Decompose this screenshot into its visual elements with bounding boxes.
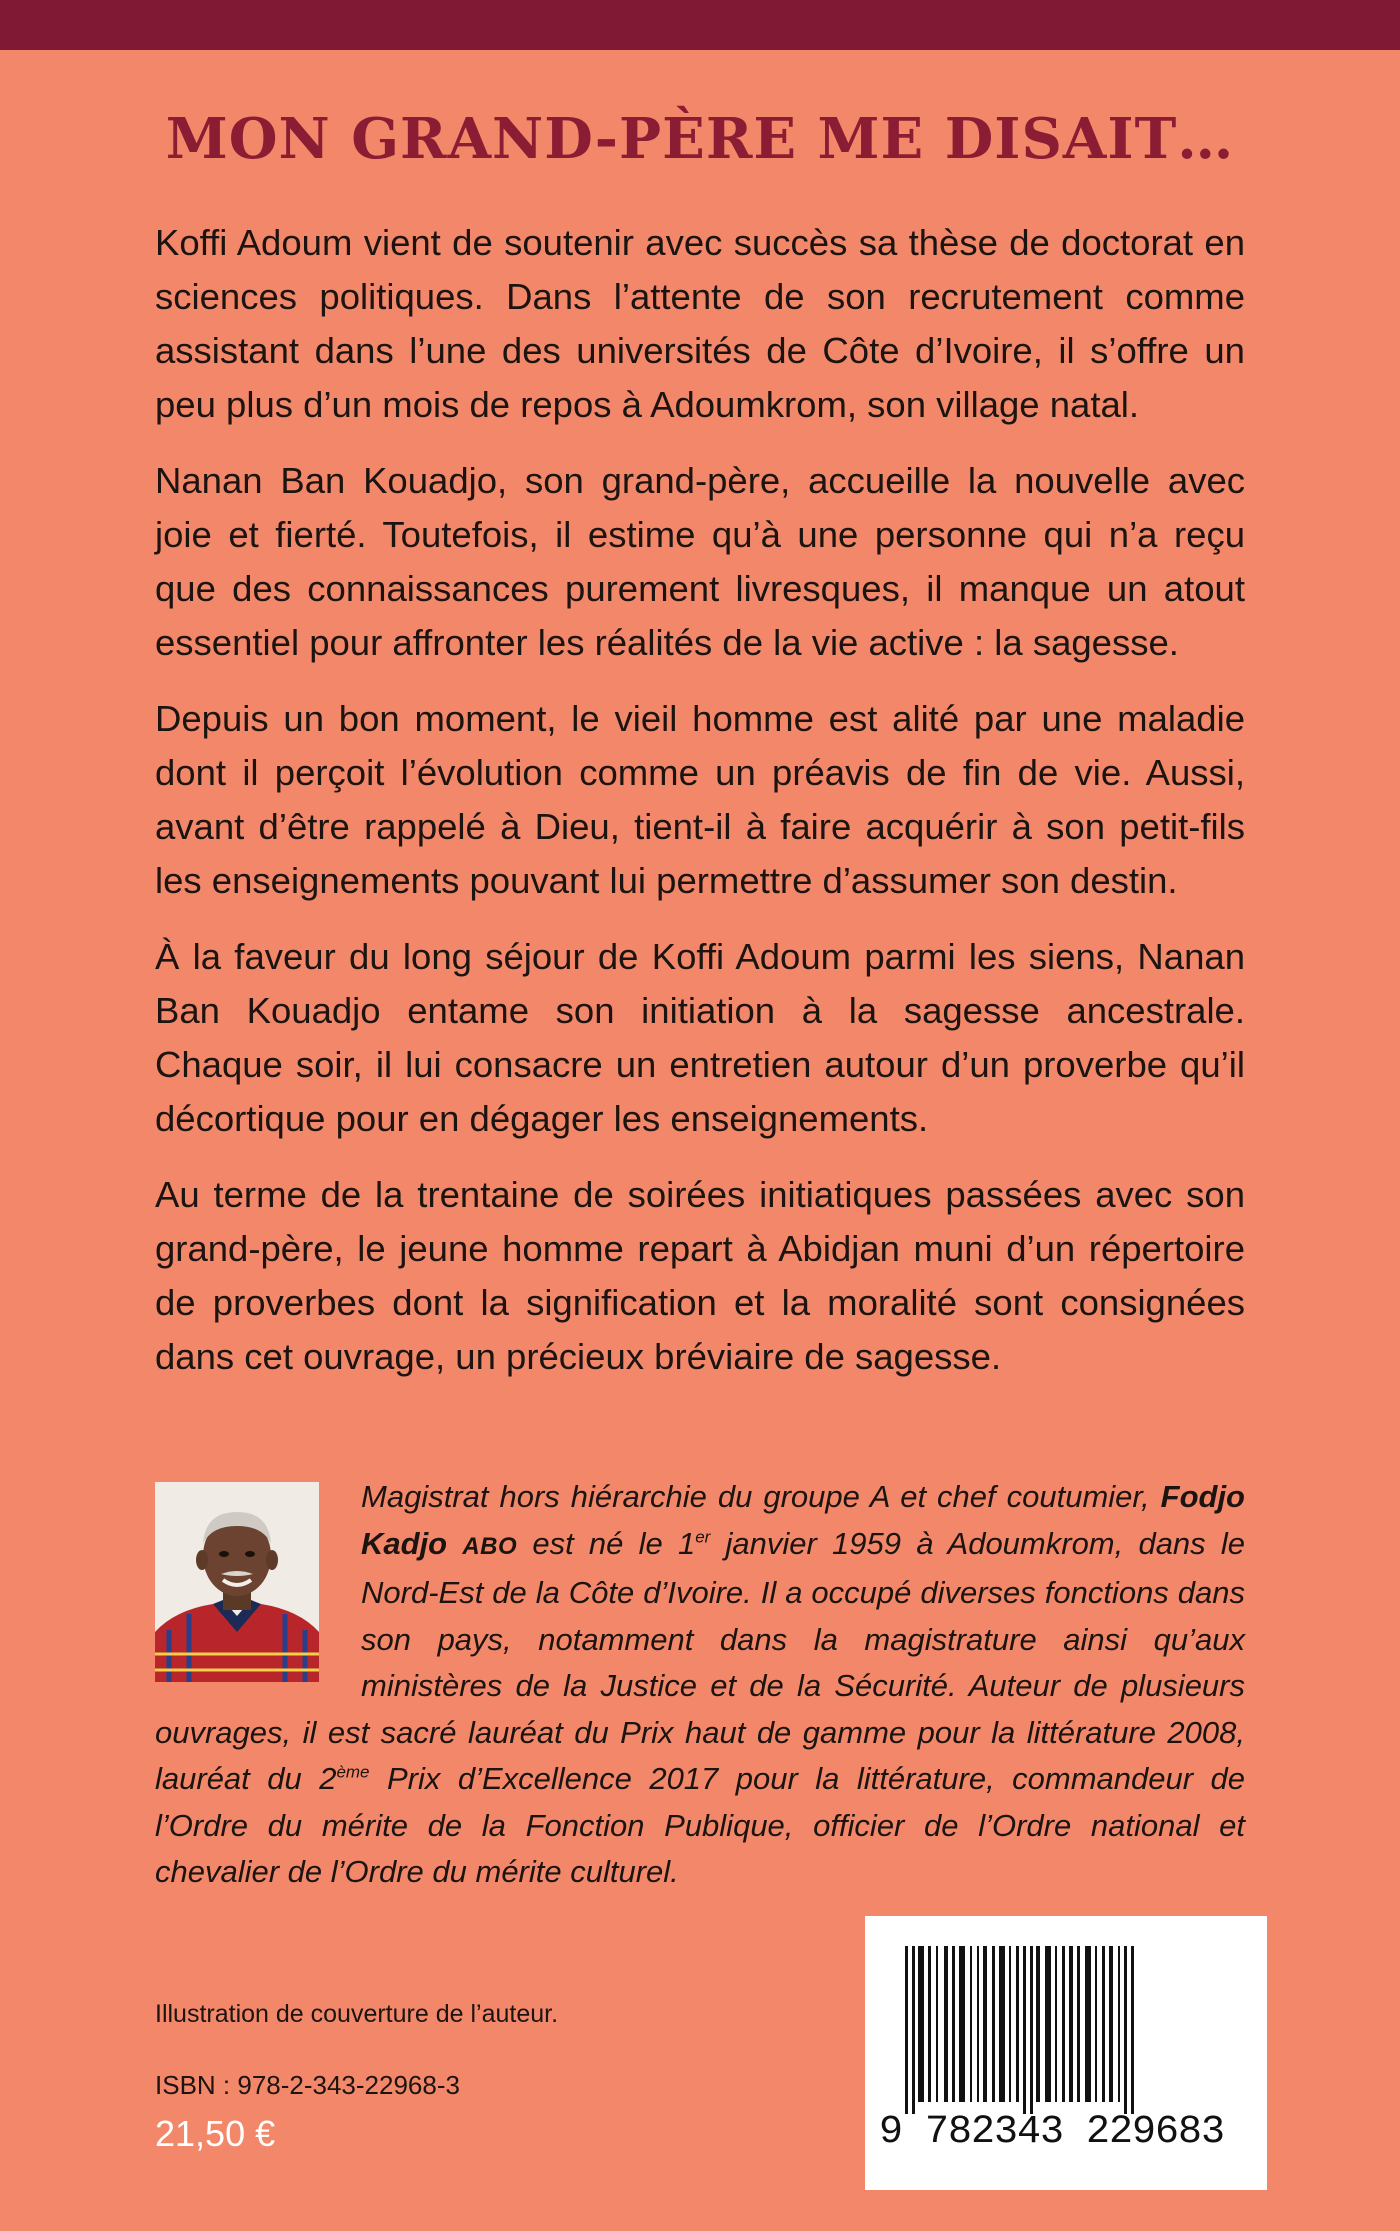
summary-paragraph-1: Koffi Adoum vient de soutenir avec succès sa thèse de doctorat en sciences politiques. Dans l’attente de son recrutement comme assistant dans l’une des universités de Côte d’Ivoire, il s’offre un peu plus d’un mois de repos à Adoumkrom, son village natal. [155, 222, 1245, 425]
book-title: MON GRAND-PÈRE ME DISAIT… [165, 106, 1235, 172]
isbn-number: ISBN : 978-2-343-22968-3 [155, 2070, 460, 2100]
barcode-bar [977, 1946, 979, 2102]
barcode-bar [905, 1946, 908, 2114]
bio-part-1: est né le 1 [517, 1525, 696, 1561]
summary-paragraph-4: À la faveur du long séjour de Koffi Adoum parmi les siens, Nanan Ban Kouadjo entame son initiation à la sagesse ancestrale. Chaque soir, il lui consacre un entretien autour d’un proverbe qu’il décortique pour en dégager les enseignements. [155, 936, 1245, 1139]
cover-illustration-credit: Illustration de couverture de l’auteur. [155, 2000, 559, 2028]
barcode [865, 1916, 1267, 2190]
bio-superscript-2: ème [336, 1762, 370, 1782]
summary-paragraph-3: Depuis un bon moment, le vieil homme est alité par une maladie dont il perçoit l’évolution comme un préavis de fin de vie. Aussi, avant d’être rappelé à Dieu, tient-il à faire acquérir à son petit-fils les enseignements pouvant lui permettre d’assumer son destin. [155, 698, 1245, 901]
barcode-bar [918, 1946, 924, 2102]
barcode-bar [1077, 1946, 1080, 2102]
summary-paragraph-2: Nanan Ban Kouadjo, son grand-père, accueille la nouvelle avec joie et fierté. Toutefois, il estime qu’à une personne qui n’a reçu que des connaissances purement livresques, il manque un atout essentiel pour affronter les réalités de la vie active : la sagesse. [155, 460, 1245, 663]
barcode-bar [1009, 1946, 1011, 2102]
barcode-bar [1030, 1946, 1033, 2114]
price-label: 21,50 € [155, 2113, 276, 2154]
bio-superscript-1: er [695, 1527, 711, 1547]
barcode-bar [983, 1946, 987, 2102]
barcode-bar [1062, 1946, 1065, 2102]
barcode-bar [944, 1946, 948, 2102]
barcode-bar [1036, 1946, 1040, 2102]
bio-part-3: Prix d’Excellence 2017 pour la littérature, commandeur de l’Ordre du mérite de la Fonction Publique, officier de l’Ordre national et chevalier de l’Ordre du mérite culturel. [155, 1761, 1246, 1889]
barcode-bar [936, 1946, 938, 2102]
barcode-bar [912, 1946, 915, 2114]
barcode-bar [952, 1946, 955, 2102]
barcode-bar [1016, 1946, 1019, 2102]
barcode-bar [1109, 1946, 1113, 2102]
author-first-names: Fodjo Kadjo [361, 1479, 1245, 1561]
bio-intro: Magistrat hors hiérarchie du groupe A et chef coutumier, [361, 1479, 1161, 1514]
barcode-bar [1055, 1946, 1057, 2102]
author-portrait-illustration [155, 1482, 319, 1682]
author-photo [155, 1482, 319, 1682]
barcode-bar [1118, 1946, 1120, 2102]
summary-text [155, 216, 1245, 1406]
barcode-bar [999, 1946, 1005, 2102]
summary-paragraph-5: Au terme de la trentaine de soirées initiatiques passées avec son grand-père, le jeune homme repart à Abidjan muni d’un répertoire de proverbes dont la signification et la moralité sont consignées dans cet ouvrage, un précieux bréviaire de sagesse. [155, 1174, 1245, 1377]
author-surname: ABO [462, 1532, 518, 1560]
barcode-bar [992, 1946, 995, 2102]
barcode-bar [1102, 1946, 1105, 2102]
barcode-bar [1131, 1946, 1134, 2114]
barcode-bar [928, 1946, 931, 2102]
barcode-bar [1045, 1946, 1051, 2102]
barcode-bar [1069, 1946, 1073, 2102]
barcode-bar [1124, 1946, 1127, 2114]
barcode-bar [1095, 1946, 1097, 2102]
barcode-bar [1023, 1946, 1026, 2114]
bio-part-2: janvier 1959 à Adoumkrom, dans le Nord-Est de la Côte d’Ivoire. Il a occupé diverses fonctions dans son pays, notamment dans la magistrature ainsi qu’aux ministères de la Justice et de la Sécurité. Auteur de plusieurs ouvrages, il est sacré lauréat du Prix haut de gamme pour la littérature 2008, lauréat du 2 [155, 1525, 1246, 1796]
author-bio [155, 1474, 1245, 1896]
top-color-band [0, 0, 1400, 50]
barcode-bar [970, 1946, 972, 2102]
barcode-digits: 9 782343 229683 [879, 2110, 1225, 2155]
barcode-bar [1085, 1946, 1091, 2102]
barcode-bar [959, 1946, 965, 2102]
